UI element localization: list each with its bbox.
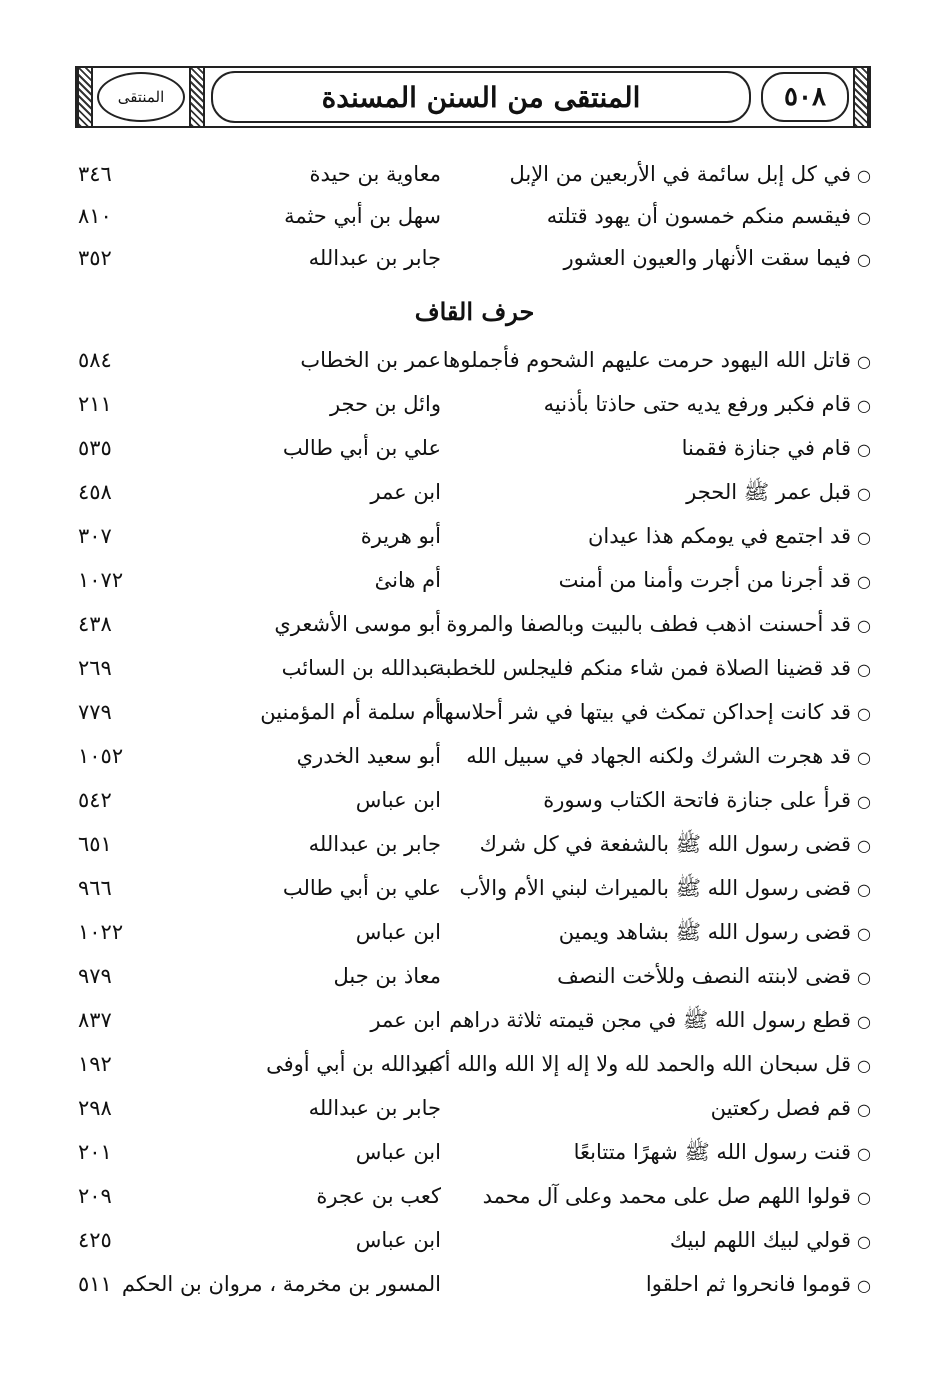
narrator: عمر بن الخطاب (300, 348, 441, 372)
page-ref: ٩٧٩ (78, 964, 112, 988)
page-ref: ٨١٠ (78, 204, 112, 228)
page-ref: ١٩٢ (78, 1052, 112, 1076)
hadith-text (441, 560, 871, 602)
page-ref: ٥٤٢ (78, 788, 112, 812)
index-row (0, 1132, 949, 1172)
hadith-label: قبل عمر ﷺ الحجر (686, 480, 852, 504)
hadith-text (441, 340, 871, 382)
page-ref: ٢٠١ (78, 1140, 112, 1164)
page-ref: ٢٠٩ (78, 1184, 112, 1208)
index-row (0, 1044, 949, 1084)
hadith-text (441, 384, 871, 426)
hadith-text (441, 516, 871, 558)
bullet-icon: ○ (857, 836, 871, 855)
bullet-icon: ○ (857, 880, 871, 899)
bullet-icon: ○ (857, 1188, 871, 1207)
index-row (0, 472, 949, 512)
index-row (0, 428, 949, 468)
page-ref: ٩٦٦ (78, 876, 112, 900)
hadith-text (441, 1000, 871, 1042)
narrator: أبو موسى الأشعري (274, 612, 441, 636)
narrator: ابن عباس (355, 788, 441, 812)
narrator: أم سلمة أم المؤمنين (260, 700, 441, 724)
index-row (0, 560, 949, 600)
bullet-icon: ○ (857, 748, 871, 767)
index-row (0, 692, 949, 732)
page-ref: ١٠٧٢ (78, 568, 124, 592)
medallion-text: المنتقى (117, 88, 165, 106)
page-ref: ٢٩٨ (78, 1096, 112, 1120)
page-ref: ١٠٢٢ (78, 920, 124, 944)
index-row (0, 1220, 949, 1260)
page-ref: ٢١١ (78, 392, 112, 416)
hadith-text (441, 472, 871, 514)
index-row (0, 780, 949, 820)
bullet-icon: ○ (857, 484, 871, 503)
narrator: عبدالله بن السائب (281, 656, 441, 680)
narrator: عبدالله بن أبي أوفى (266, 1052, 441, 1076)
page-ref: ٧٧٩ (78, 700, 112, 724)
hadith-label: قضى لابنته النصف وللأخت النصف (557, 964, 852, 988)
hadith-label: قد كانت إحداكن تمكث في بيتها في شر أحلاسها (437, 700, 852, 724)
hadith-label: قد اجتمع في يومكم هذا عيدان (587, 524, 852, 548)
hadith-label: قضى رسول الله ﷺ بشاهد ويمين (558, 920, 852, 944)
page-ref: ٦٥١ (78, 832, 112, 856)
bullet-icon: ○ (857, 1100, 871, 1119)
hadith-label: قولوا اللهم صل على محمد وعلى آل محمد (482, 1184, 852, 1208)
bullet-icon: ○ (857, 616, 871, 635)
narrator: ابن عباس (355, 1140, 441, 1164)
narrator: أبو هريرة (360, 524, 441, 548)
hadith-text (441, 956, 871, 998)
narrator: علي بن أبي طالب (282, 876, 441, 900)
index-row (0, 912, 949, 952)
hadith-text (416, 1044, 871, 1086)
index-row (0, 516, 949, 556)
bullet-icon: ○ (857, 968, 871, 987)
bullet-icon: ○ (857, 250, 871, 269)
narrator: ابن عمر (370, 480, 441, 504)
index-row (0, 238, 949, 278)
bullet-icon: ○ (857, 440, 871, 459)
page-ref: ٥٣٥ (78, 436, 112, 460)
hadith-label: قضى رسول الله ﷺ بالشفعة في كل شرك (479, 832, 852, 856)
hadith-label: قوموا فانحروا ثم احلقوا (645, 1272, 852, 1296)
bullet-icon: ○ (857, 528, 871, 547)
page-number: ٥٠٨ (784, 82, 826, 112)
index-row (0, 1088, 949, 1128)
index-row (0, 648, 949, 688)
hadith-text (441, 238, 871, 280)
narrator: جابر بن عبدالله (308, 246, 441, 270)
hadith-label: قضى رسول الله ﷺ بالميراث لبني الأم والأب (459, 876, 852, 900)
hadith-text (441, 736, 871, 778)
index-row (0, 154, 949, 194)
bullet-icon: ○ (857, 166, 871, 185)
index-row (0, 1000, 949, 1040)
hadith-label: قام في جنازة فقمنا (681, 436, 852, 460)
hadith-label: قد قضينا الصلاة فمن شاء منكم فليجلس للخطبة (434, 656, 852, 680)
hadith-label: قرأ على جنازة فاتحة الكتاب وسورة (543, 788, 852, 812)
hadith-text (441, 154, 871, 196)
hadith-text (441, 1176, 871, 1218)
bullet-icon: ○ (857, 1012, 871, 1031)
header-title-box (211, 71, 751, 123)
index-row (0, 384, 949, 424)
bullet-icon: ○ (857, 1144, 871, 1163)
bullet-icon: ○ (857, 1276, 871, 1295)
page-ref: ٣٤٦ (78, 162, 112, 186)
hadith-text (434, 648, 871, 690)
hadith-label: قد أجرنا من أجرت وأمنا من أمنت (558, 568, 852, 592)
bullet-icon: ○ (857, 352, 871, 371)
header-ornament-mid-left (189, 68, 205, 126)
narrator: ابن عباس (355, 1228, 441, 1252)
hadith-label: قولي لبيك اللهم لبيك (669, 1228, 852, 1252)
index-row (0, 196, 949, 236)
narrator: أبو سعيد الخدري (296, 744, 441, 768)
hadith-text (441, 912, 871, 954)
narrator: ابن عمر (370, 1008, 441, 1032)
narrator: علي بن أبي طالب (282, 436, 441, 460)
page-header (75, 66, 871, 128)
page-ref: ١٠٥٢ (78, 744, 124, 768)
hadith-text (441, 1088, 871, 1130)
narrator: ابن عباس (355, 920, 441, 944)
page-ref: ٣٠٧ (78, 524, 112, 548)
page-ref: ٤٣٨ (78, 612, 112, 636)
bullet-icon: ○ (857, 660, 871, 679)
narrator: أم هانئ (374, 568, 441, 592)
narrator: معاوية بن حيدة (309, 162, 441, 186)
page-ref: ٣٥٢ (78, 246, 112, 270)
narrator: سهل بن أبي حثمة (284, 204, 441, 228)
hadith-text (441, 428, 871, 470)
page-ref: ٥٨٤ (78, 348, 112, 372)
hadith-label: قد هجرت الشرك ولكنه الجهاد في سبيل الله (466, 744, 852, 768)
hadith-text (441, 604, 871, 646)
index-row (0, 340, 949, 380)
header-ornament-right (853, 68, 869, 126)
bullet-icon: ○ (857, 792, 871, 811)
hadith-label: في كل إبل سائمة في الأربعين من الإبل (509, 162, 852, 186)
bullet-icon: ○ (857, 396, 871, 415)
hadith-text (441, 1264, 871, 1306)
hadith-label: فيقسم منكم خمسون أن يهود قتلته (546, 204, 852, 228)
hadith-text (441, 196, 871, 238)
hadith-label: قنت رسول الله ﷺ شهرًا متتابعًا (573, 1140, 852, 1164)
hadith-label: فيما سقت الأنهار والعيون العشور (563, 246, 852, 270)
page-ref: ٤٥٨ (78, 480, 112, 504)
page-ref: ٥١١ (78, 1272, 112, 1296)
bullet-icon: ○ (857, 924, 871, 943)
index-row (0, 1176, 949, 1216)
hadith-text (437, 692, 871, 734)
index-row (0, 1264, 949, 1304)
index-row (0, 824, 949, 864)
page-ref: ٢٦٩ (78, 656, 112, 680)
header-medallion (97, 72, 185, 122)
hadith-label: قد أحسنت اذهب فطف بالبيت وبالصفا والمروة (446, 612, 852, 636)
bullet-icon: ○ (857, 572, 871, 591)
narrator: وائل بن حجر (329, 392, 441, 416)
narrator: المسور بن مخرمة ، مروان بن الحكم (121, 1272, 441, 1296)
book-title: المنتقى من السنن المسندة (321, 80, 641, 114)
index-row (0, 956, 949, 996)
bullet-icon: ○ (857, 1056, 871, 1075)
narrator: كعب بن عجرة (316, 1184, 441, 1208)
hadith-text (441, 824, 871, 866)
page-ref: ٨٣٧ (78, 1008, 112, 1032)
page-ref: ٤٢٥ (78, 1228, 112, 1252)
hadith-label: قم فصل ركعتين (710, 1096, 852, 1120)
hadith-text (441, 1220, 871, 1262)
narrator: معاذ بن جبل (333, 964, 441, 988)
bullet-icon: ○ (857, 1232, 871, 1251)
hadith-label: قاتل الله اليهود حرمت عليهم الشحوم فأجملوها (442, 348, 852, 372)
bullet-icon: ○ (857, 208, 871, 227)
narrator: جابر بن عبدالله (308, 832, 441, 856)
hadith-text (441, 1132, 871, 1174)
hadith-label: قام فكبر ورفع يديه حتى حاذتا بأذنيه (543, 392, 852, 416)
header-ornament-left (77, 68, 93, 126)
page-number-box (761, 72, 849, 122)
hadith-text (441, 868, 871, 910)
hadith-text (441, 780, 871, 822)
index-row (0, 868, 949, 908)
bullet-icon: ○ (857, 704, 871, 723)
hadith-label: قل سبحان الله والحمد لله ولا إله إلا الله والله أكبر (416, 1052, 852, 1076)
index-row (0, 604, 949, 644)
index-row (0, 736, 949, 776)
section-title: حرف القاف (414, 297, 535, 326)
hadith-label: قطع رسول الله ﷺ في مجن قيمته ثلاثة دراهم (449, 1008, 852, 1032)
narrator: جابر بن عبدالله (308, 1096, 441, 1120)
